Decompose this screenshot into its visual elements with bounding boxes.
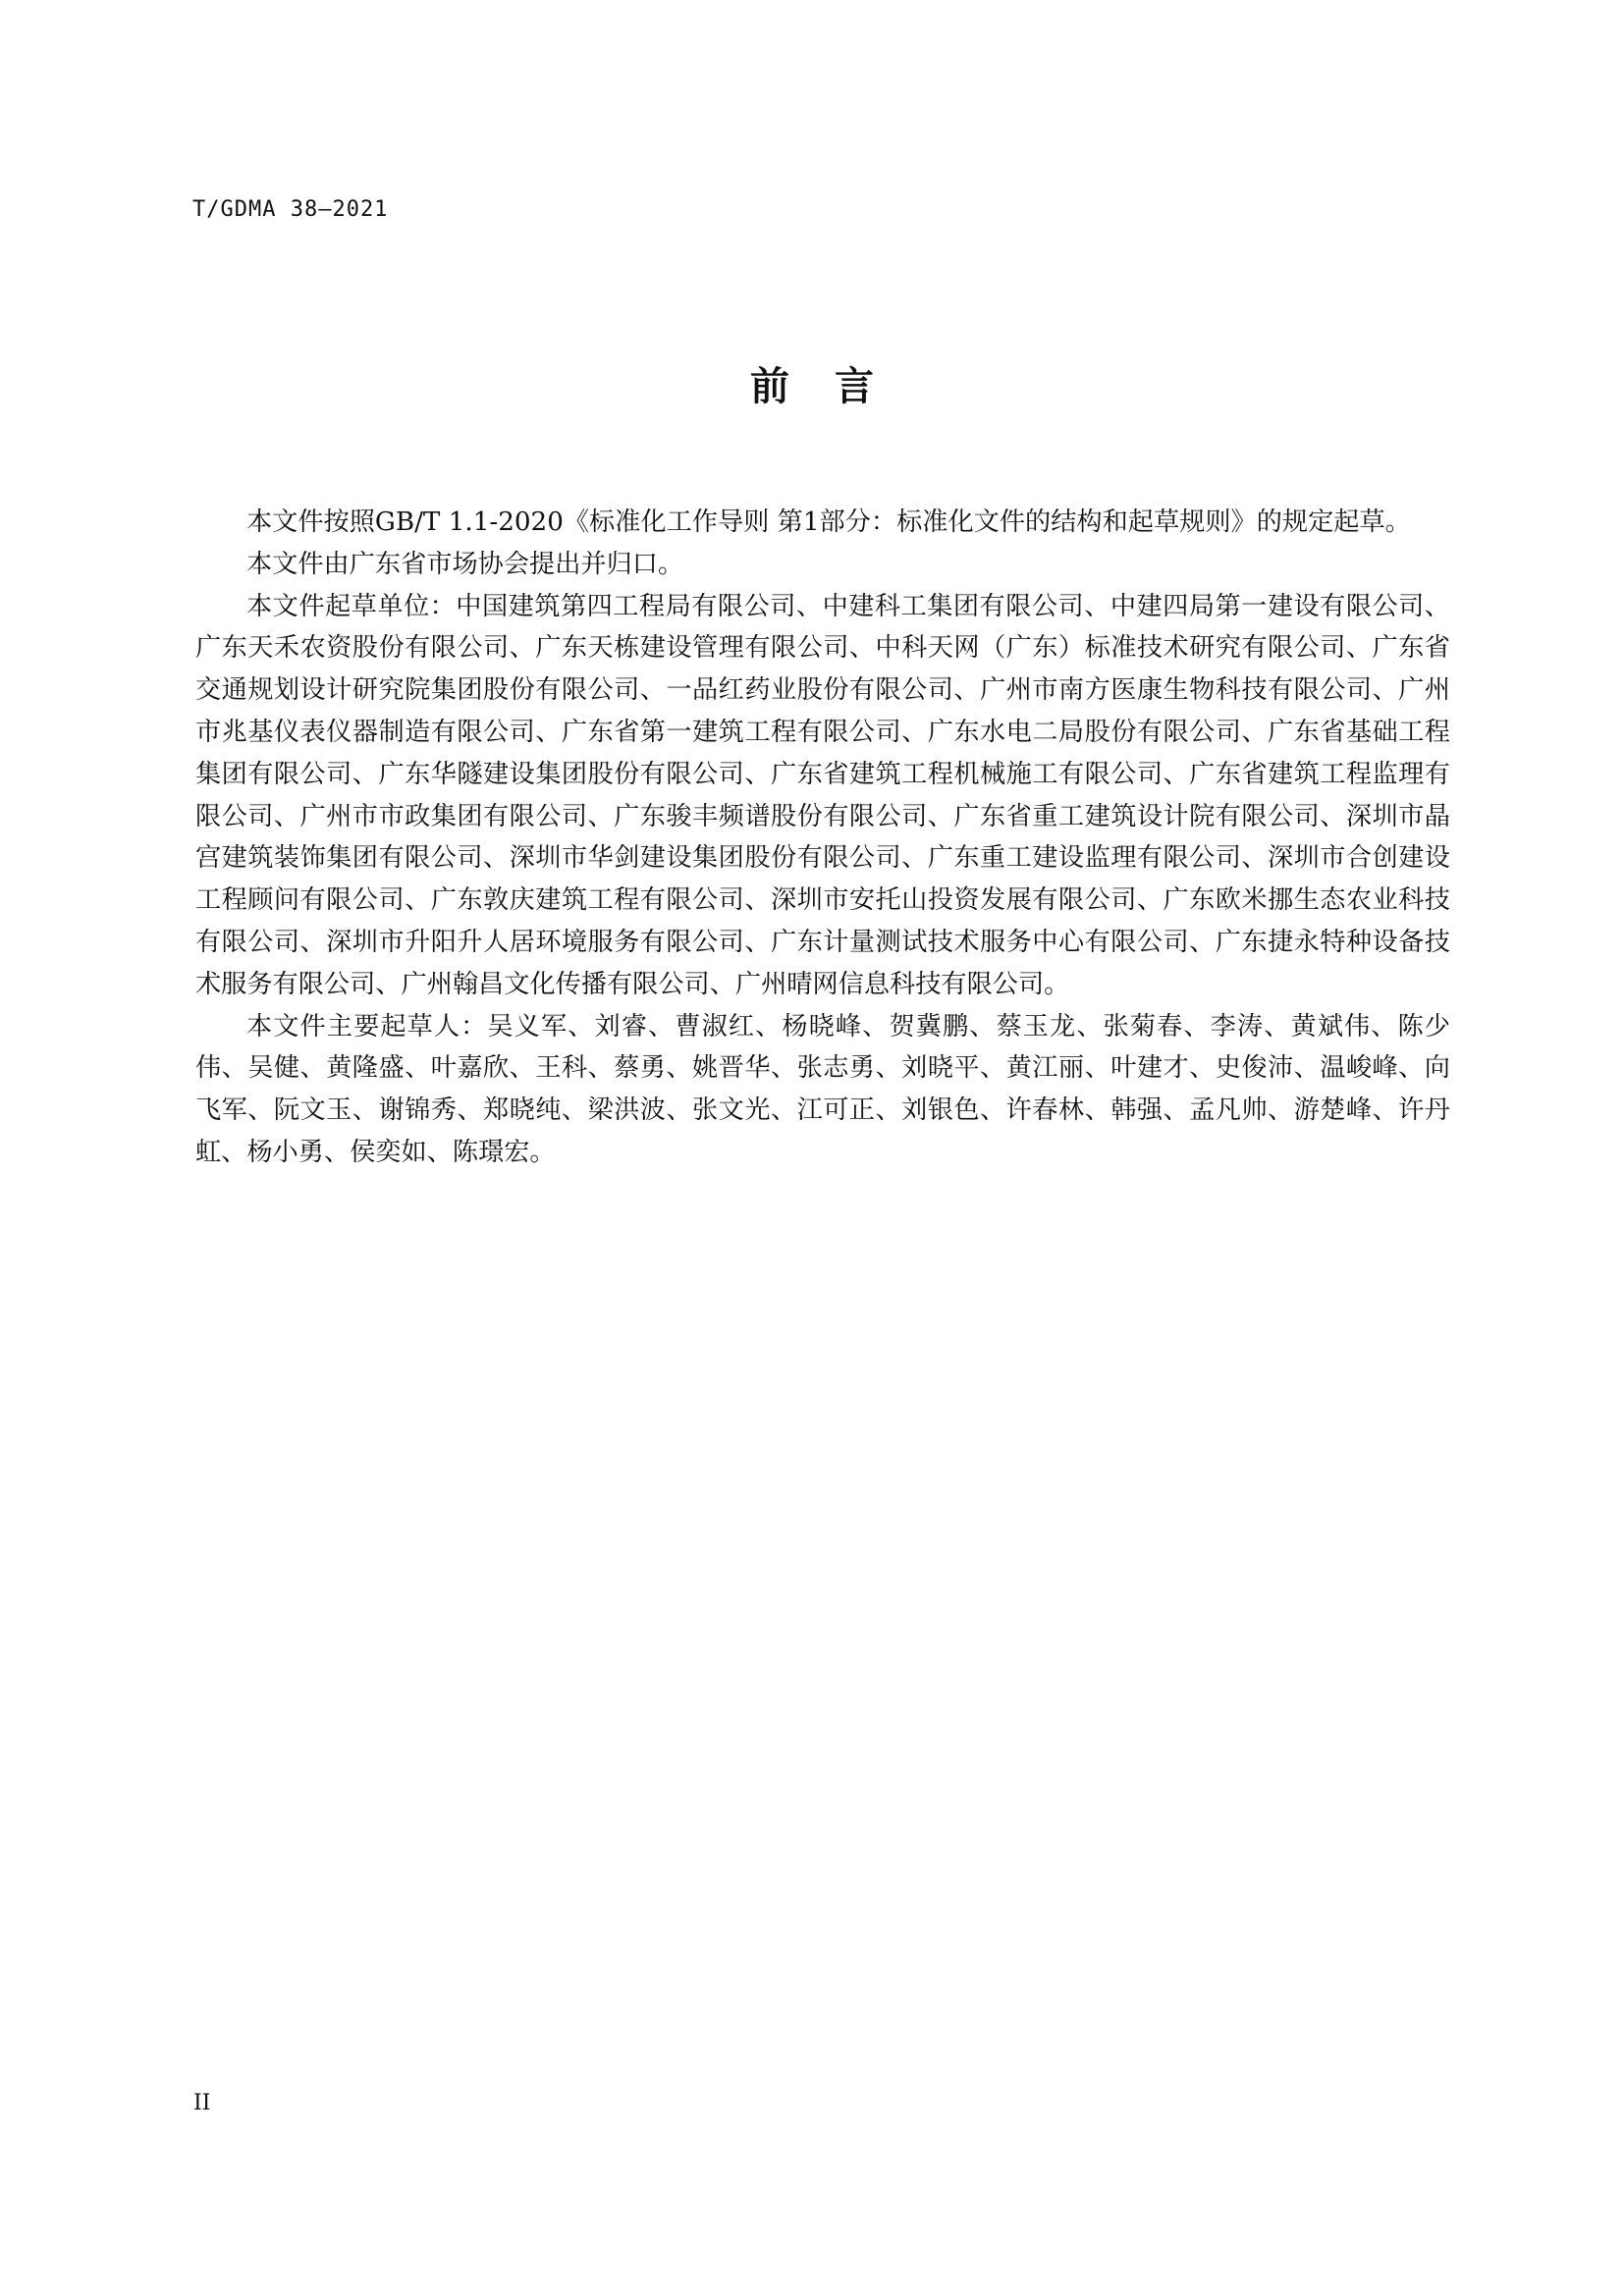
paragraph-drafting-rules: 本文件按照GB/T 1.1-2020《标准化工作导则 第1部分：标准化文件的结构和起草规则》的规定起草。	[246, 507, 1411, 537]
paragraph-drafting-units: 本文件起草单位：中国建筑第四工程局有限公司、中建科工集团有限公司、中建四局第一建设有限公司、广东天禾农资股份有限公司、广东天栋建设管理有限公司、中科天网（广东）标准技术研究有限公司、广东省交通规划设计研究院集团股份有限公司、一品红药业股份有限公司、广州市南方医康生物科技有限公司、广州市兆基仪表仪器制造有限公司、广东省第一建筑工程有限公司、广东水电二局股份有限公司、广东省基础工程集团有限公司、广东华隧建设集团股份有限公司、广东省建筑工程机械施工有限公司、广东省建筑工程监理有限公司、广州市市政集团有限公司、广东骏丰频谱股份有限公司、广东省重工建筑设计院有限公司、深圳市晶宫建筑装饰集团有限公司、深圳市华剑建设集团股份有限公司、广东重工建设监理有限公司、深圳市合创建设工程顾问有限公司、广东敦庆建筑工程有限公司、深圳市安托山投资发展有限公司、广东欧米挪生态农业科技有限公司、深圳市升阳升人居环境服务有限公司、广东计量测试技术服务中心有限公司、广东捷永特种设备技术服务有限公司、广州翰昌文化传播有限公司、广州晴网信息科技有限公司。	[195, 591, 1450, 999]
paragraph-main-drafters: 本文件主要起草人：吴义军、刘睿、曹淑红、杨晓峰、贺冀鹏、蔡玉龙、张菊春、李涛、黄斌伟、陈少伟、吴健、黄隆盛、叶嘉欣、王科、蔡勇、姚晋华、张志勇、刘晓平、黄江丽、叶建才、史俊沛、温峻峰、向飞军、阮文玉、谢锦秀、郑晓纯、梁洪波、张文光、江可正、刘银色、许春林、韩强、孟凡帅、游楚峰、许丹虹、杨小勇、侯奕如、陈璟宏。	[195, 1011, 1450, 1167]
page-number: II	[193, 2091, 211, 2115]
foreword-body	[195, 502, 1450, 1174]
paragraph-proposer: 本文件由广东省市场协会提出并归口。	[246, 549, 684, 579]
document-code: T/GDMA 38—2021	[192, 197, 389, 222]
page-title: 前言	[750, 364, 919, 409]
